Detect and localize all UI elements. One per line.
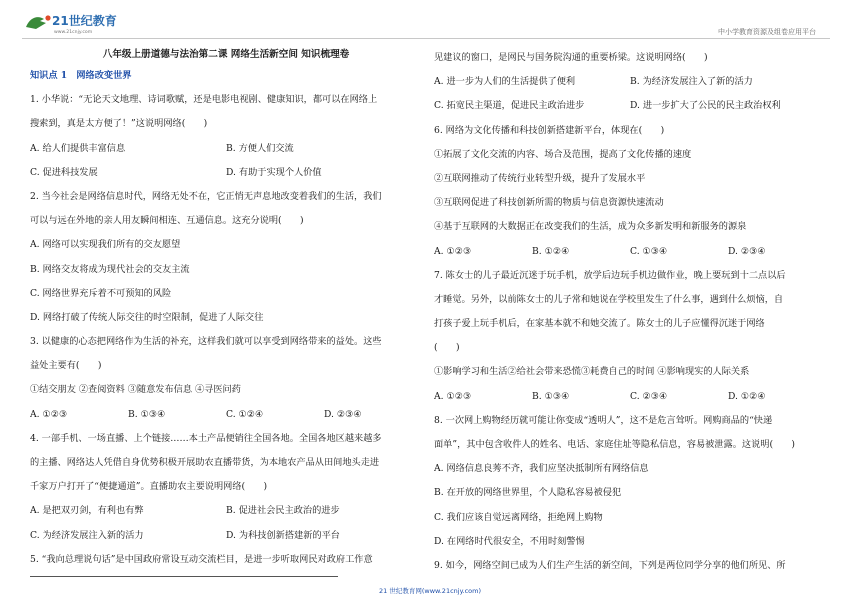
option: B. 促进社会民主政治的进步	[226, 505, 340, 517]
section-heading: 知识点 1 网络改变世界	[30, 70, 132, 81]
option: B. 方便人们交流	[226, 142, 294, 154]
option: D. 为科技创新搭建新的平台	[226, 529, 340, 541]
option: C. ①②④	[226, 408, 264, 420]
option: C. 促进科技发展	[30, 166, 98, 178]
option: D. 进一步扩大了公民的民主政治权利	[630, 100, 781, 112]
page-title: 八年级上册道德与法治第二课 网络生活新空间 知识梳理卷	[102, 49, 350, 60]
option: B. ①③④	[532, 390, 570, 402]
option: A. ①②③	[434, 245, 472, 257]
option: C. ①③④	[630, 245, 668, 257]
option: A. 是把双刃剑，有利也有弊	[30, 505, 144, 517]
question-1-options	[30, 161, 422, 185]
option: C. 我们应该自觉远离网络，拒绝网上购物	[434, 511, 603, 523]
option: A. 给人们提供丰富信息	[30, 142, 126, 154]
option: B. 在开放的网络世界里，个人隐私容易被侵犯	[434, 487, 622, 499]
question-8-line: 8. 一次网上购物经历就可能让你变成“透明人”，这不是危言耸听。网购商品的“快递	[434, 414, 773, 426]
option: B. ①②④	[532, 245, 570, 257]
option: C. 为经济发展注入新的活力	[30, 529, 144, 541]
question-6-item: ③互联网促进了科技创新所需的物质与信息资源快速流动	[434, 197, 664, 209]
option: D. ②③④	[728, 245, 766, 257]
question-7-line: 打孩子爱上玩手机后，在家基本就不和她交流了。陈女士的儿子应懂得沉迷于网络	[434, 318, 765, 330]
question-3-items: ①结交朋友 ②查阅资料 ③随意发布信息 ④寻医问药	[30, 384, 241, 396]
question-3-options	[30, 403, 422, 427]
question-6-item: ④基于互联网的大数据正在改变我们的生活，成为众多新发明和新服务的源泉	[434, 221, 747, 233]
option: B. 为经济发展注入了新的活力	[630, 76, 753, 88]
option: A. 进一步为人们的生活提供了便利	[434, 76, 576, 88]
question-9-line: 9. 如今，网络空间已成为人们生产生活的新空间，下列是两位同学分享的他们所见、所	[434, 559, 786, 571]
question-1-line: 1. 小华说：“无论天文地理、诗词歌赋，还是电影电视剧、健康知识，都可以在网络上	[30, 94, 378, 106]
question-5-line: 见建议的窗口，是网民与国务院沟通的重要桥梁。这说明网络( )	[434, 52, 708, 63]
option: B. 网络交友将成为现代社会的交友主流	[30, 263, 190, 275]
option: C. 拓宽民主渠道，促进民主政治进步	[434, 100, 585, 112]
question-8-line: 面单”，其中包含收件人的姓名、电话、家庭住址等隐私信息，容易被泄露。这说明( )	[434, 439, 795, 450]
option: C. 网络世界充斥着不可预知的风险	[30, 287, 172, 299]
question-3-line: 益处主要有( )	[30, 360, 102, 372]
option: D. 有助于实现个人价值	[226, 166, 322, 178]
left-column	[30, 46, 422, 572]
logo-subtext: www.21cnjy.com	[54, 30, 93, 35]
question-4-line: 的主播、网络达人凭借自身优势积极开展助农直播带货，为本地农产品从田间地头走进	[30, 457, 380, 468]
question-3-line: 3. 以健康的心态把网络作为生活的补充，这样我们就可以享受到网络带来的益处。这些	[30, 336, 382, 348]
page-header	[0, 0, 860, 40]
site-logo-icon	[22, 9, 142, 35]
question-7-options	[434, 385, 826, 409]
right-column	[434, 46, 826, 578]
question-7-items: ①影响学习和生活②给社会带来恐慌③耗费自己的时间 ④影响现实的人际关系	[434, 366, 750, 378]
option: D. 网络打破了传统人际交往的时空限制，促进了人际交往	[30, 311, 264, 323]
question-6-line: 6. 网络为文化传播和科技创新搭建新平台，体现在( )	[434, 124, 665, 136]
question-4-line: 4. 一部手机、一场直播、上个链接……本土产品便销往全国各地。全国各地区越来越多	[30, 432, 382, 444]
header-divider	[22, 38, 830, 39]
question-1-options	[30, 137, 422, 161]
option: A. ①②③	[30, 408, 68, 420]
question-7-line: 7. 陈女士的儿子最近沉迷于玩手机，放学后边玩手机边做作业，晚上要玩到十二点以后	[434, 269, 786, 281]
option: A. 网络可以实现我们所有的交友愿望	[30, 239, 181, 251]
question-6-item: ①拓展了文化交流的内容、场合及范围，提高了文化传播的速度	[434, 148, 692, 160]
question-7-line: ( )	[434, 342, 460, 354]
question-5-options	[434, 94, 826, 118]
option: B. ①③④	[128, 408, 166, 420]
logo-text: 21世纪教育	[52, 14, 117, 28]
question-2-line: 2. 当今社会是网络信息时代，网络无处不在，它正悄无声息地改变着我们的生活，我们	[30, 190, 382, 202]
option: C. ②③④	[630, 390, 668, 402]
question-4-options	[30, 499, 422, 523]
question-7-line: 才睡觉。另外，以前陈女士的儿子常和她说在学校里发生了什么事，遇到什么烦恼，自	[434, 293, 784, 305]
option: A. ①②③	[434, 390, 472, 402]
platform-name: 中小学教育资源及组卷应用平台	[718, 28, 816, 36]
question-2-line: 可以与远在外地的亲人用友瞬间相连、互通信息。这充分说明( )	[30, 215, 304, 227]
footer-text: 21 世纪教育网(www.21cnjy.com)	[379, 587, 481, 595]
option: D. ②③④	[324, 408, 362, 420]
option: D. 在网络时代很安全，不用时刻警惕	[434, 535, 585, 547]
question-5-options	[434, 70, 826, 94]
question-1-line: 搜索到，真是太方便了！”这说明网络( )	[30, 118, 208, 130]
question-5-line: 5. “我向总理说句话”是中国政府常设互动交流栏目，是进一步听取网民对政府工作意	[30, 553, 373, 565]
footer-divider	[30, 576, 338, 577]
question-6-options	[434, 240, 826, 264]
question-4-line: 千家万户打开了“便捷通道”。直播助农主要说明网络( )	[30, 481, 268, 493]
option: D. ①②④	[728, 390, 766, 402]
question-6-item: ②互联网推动了传统行业转型升级，提升了发展水平	[434, 172, 646, 184]
option: A. 网络信息良莠不齐，我们应坚决抵制所有网络信息	[434, 463, 649, 475]
question-4-options	[30, 524, 422, 548]
